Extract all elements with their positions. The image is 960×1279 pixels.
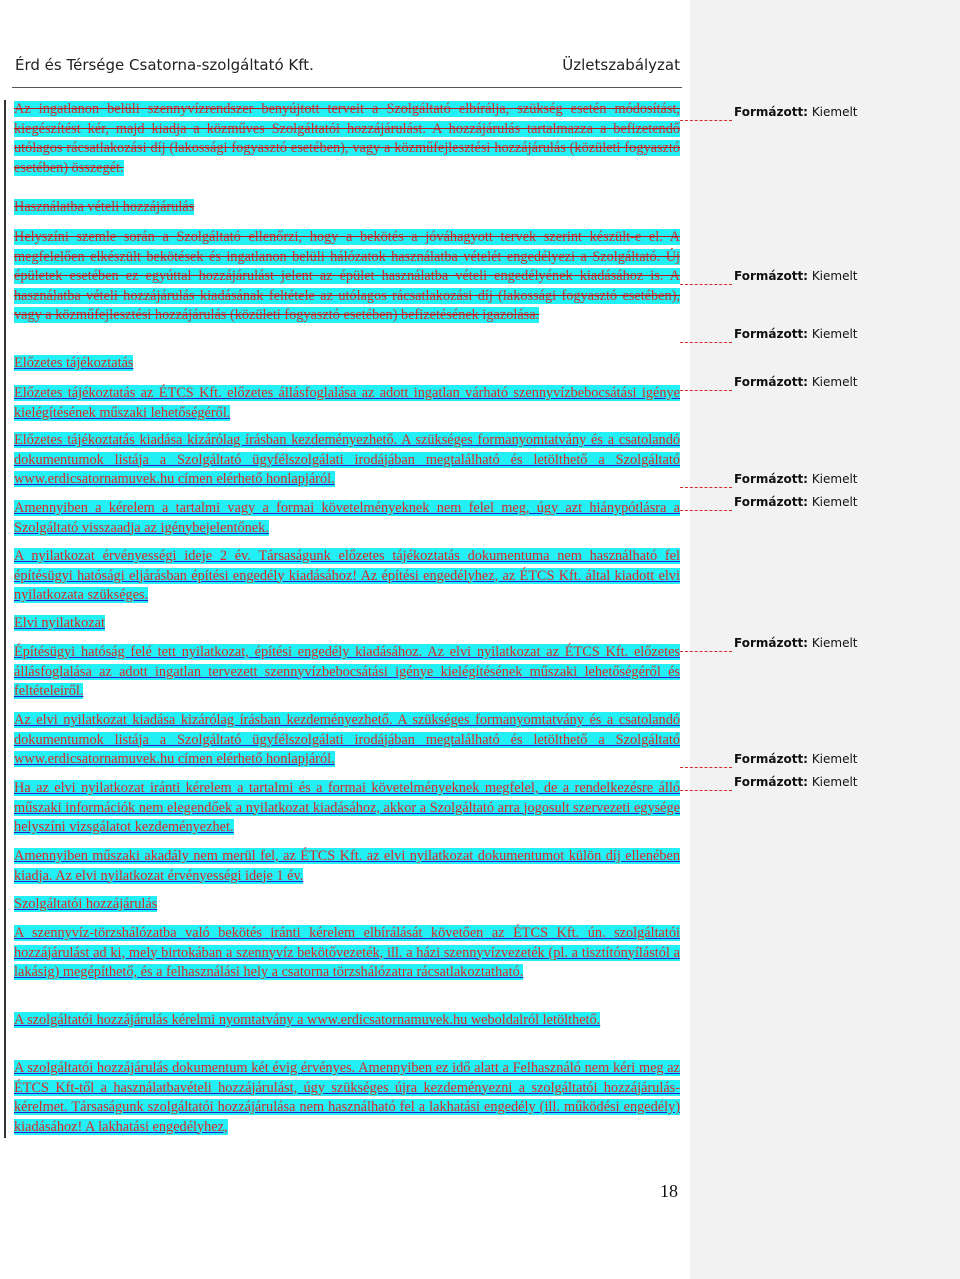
- header-doc-title: Üzletszabályzat: [562, 56, 680, 74]
- callout-connector: [680, 510, 732, 511]
- paragraph-principle-2: Az elvi nyilatkozat kiadása kizárólag írásban kezdeményezhető. A szükséges formanyomtatvány és a csatolandó dokumentumok listája a Szolgáltató ügyfélszolgálati irodájában megtalálható és letölthető a Szolgáltató www.erdicsatornamuvek.hu címen elérhető honlapjáról.: [14, 712, 680, 767]
- paragraph-preliminary-4: A nyilatkozat érvényességi ideje 2 év. Társaságunk előzetes tájékoztatás dokumentuma nem használható fel építésügyi hatósági eljárásban építési engedély kiadásához! Az építési engedélyhez, az ÉTCS Kft. által kiadott elvi nyilatkozata szükséges.: [14, 548, 680, 603]
- paragraph-consent-3: A szolgáltatói hozzájárulás dokumentum két évig érvényes. Amennyiben ez idő alatt a Felhasználó nem kéri meg az ÉTCS Kft-től a használatbavételi hozzájárulást, úgy szükséges újra kezdeményezni a szolgáltatói hozzájárulás-kérelmet. Társaságunk szolgáltatói hozzájárulása nem használható fel a lakhatási engedély (ill. működési engedély) kiadásához! A lakhatási engedélyhez,: [14, 1060, 680, 1135]
- paragraph-principle-1: Építésügyi hatóság felé tett nyilatkozat, építési engedély kiadásához. Az elvi nyilatkozat az ÉTCS Kft. előzetes állásfoglalása az adott ingatlan tervezett szennyvízbebocsátási igénye kielégítésének műszaki lehetőségéről és feltételeiről.: [14, 644, 680, 699]
- callout-connector: [680, 342, 732, 343]
- paragraph-preliminary-1: Előzetes tájékoztatás az ÉTCS Kft. előzetes állásfoglalása az adott ingatlan várható szennyvízbebocsátási igénye kielégítésének műszaki lehetőségéről.: [14, 385, 680, 421]
- revision-change-bar: [4, 100, 6, 1138]
- paragraph-deleted-2: Helyszíni szemle során a Szolgáltató ellenőrzi, hogy a bekötés a jóváhagyott tervek szerint készült-e el. A megfelelően elkészült bekötések és ingatlanon belüli hálózatok használatba vételét engedélyezi a Szolgáltató. Új épületek esetében ez egyúttal hozzájárulást jelent az épület használatba vételi engedélyének kiadásához is. A használatba vételi hozzájárulás kiadásának feltétele az utólagos rácsatlakozási díj (lakossági fogyasztó esetében), vagy a közműfejlesztési hozzájárulás (közületi fogyasztó esetében) befizetésének igazolása.: [14, 229, 680, 323]
- heading-preliminary-info: Előzetes tájékoztatás: [14, 355, 134, 371]
- paragraph-preliminary-3: Amennyiben a kérelem a tartalmi vagy a formai követelményeknek nem felel meg, úgy azt hiánypótlásra a Szolgáltató visszaadja az igénybejelentőnek.: [14, 500, 680, 536]
- format-callout[interactable]: Formázott: Kiemelt: [734, 495, 858, 509]
- header-rule: [12, 87, 682, 88]
- header-company: Érd és Térsége Csatorna-szolgáltató Kft.: [15, 56, 314, 74]
- paragraph-principle-3: Ha az elvi nyilatkozat iránti kérelem a tartalmi és a formai követelményeknek megfelel, de a rendelkezésre álló műszaki információk nem elegendőek a nyilatkozat kiadásához, akkor a Szolgáltató arra jogosult szervezeti egysége helyszíni vizsgálatot kezdeményezhet.: [14, 780, 680, 835]
- heading-deleted-usage-permit: Használatba vételi hozzájárulás: [14, 199, 195, 215]
- heading-provider-consent: Szolgáltatói hozzájárulás: [14, 896, 158, 912]
- paragraph-deleted-1: Az ingatlanon belüli szennyvízrendszer benyújtott terveit a Szolgáltató elbírálja, szükség esetén módosítást, kiegészítést kér, majd kiadja a közműves Szolgáltatói hozzájárulást. A hozzájárulás tartalmazza a befizetendő utólagos rácsatlakozási díj (lakossági fogyasztó esetében), vagy a közműfejlesztési hozzájárulás (közületi fogyasztó esetében) összegét.: [14, 101, 680, 176]
- heading-principle-statement: Elvi nyilatkozat: [14, 615, 105, 631]
- format-callout[interactable]: Formázott: Kiemelt: [734, 327, 858, 341]
- format-callout[interactable]: Formázott: Kiemelt: [734, 269, 858, 283]
- callout-connector: [680, 120, 732, 121]
- callout-connector: [680, 651, 732, 652]
- paragraph-consent-1: A szennyvíz-törzshálózatba való bekötés iránti kérelem elbírálását követően az ÉTCS Kft. ún. szolgáltatói hozzájárulást ad ki, mely birtokában a szennyvíz bekötővezeték, ill. a házi szennyvízvezeték (pl. a tisztítónyílástól a lakásig) megépíthető, és a felhasználási hely a csatorna törzshálózatra rácsatlakoztatható.: [14, 925, 680, 980]
- format-callout[interactable]: Formázott: Kiemelt: [734, 775, 858, 789]
- paragraph-preliminary-2: Előzetes tájékoztatás kiadása kizárólag írásban kezdeményezhető. A szükséges formanyomtatvány és a csatolandó dokumentumok listája a Szolgáltató ügyfélszolgálati irodájában megtalálható és letölthető a Szolgáltató www.erdicsatornamuvek.hu címen elérhető honlapjáról.: [14, 432, 680, 487]
- callout-connector: [680, 284, 732, 285]
- format-callout[interactable]: Formázott: Kiemelt: [734, 375, 858, 389]
- paragraph-principle-4: Amennyiben műszaki akadály nem merül fel, az ÉTCS Kft. az elvi nyilatkozat dokumentumot külön díj ellenében kiadja. Az elvi nyilatkozat érvényességi ideje 1 év.: [14, 848, 680, 884]
- paragraph-consent-2: A szolgáltatói hozzájárulás kérelmi nyomtatvány a www.erdicsatornamuvek.hu weboldalról letölthető.: [14, 1012, 601, 1028]
- format-callout[interactable]: Formázott: Kiemelt: [734, 752, 858, 766]
- format-callout[interactable]: Formázott: Kiemelt: [734, 472, 858, 486]
- callout-connector: [680, 767, 732, 768]
- callout-connector: [680, 390, 732, 391]
- format-callout[interactable]: Formázott: Kiemelt: [734, 105, 858, 119]
- callout-connector: [680, 487, 732, 488]
- page-number: 18: [660, 1181, 678, 1201]
- format-callout[interactable]: Formázott: Kiemelt: [734, 636, 858, 650]
- callout-connector: [680, 790, 732, 791]
